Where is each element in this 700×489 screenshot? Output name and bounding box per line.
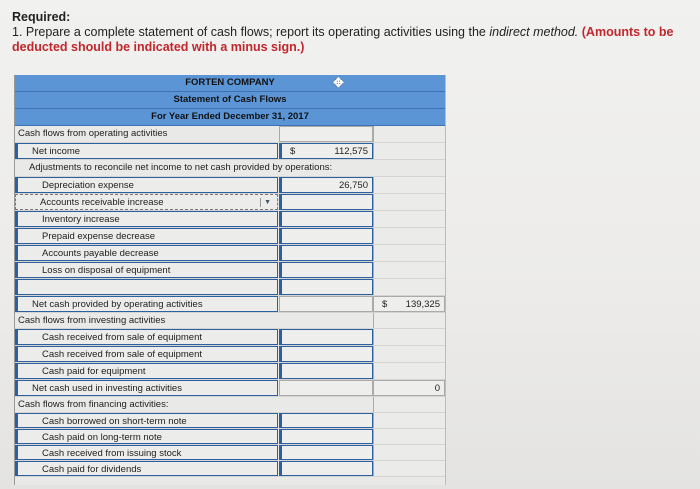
net-operating-label[interactable]: Net cash provided by operating activities <box>15 296 278 312</box>
net-income-value: 112,575 <box>334 146 368 157</box>
cash-flow-statement-table <box>14 75 446 485</box>
empty-cell <box>279 126 373 142</box>
adjustment-input[interactable] <box>279 211 373 227</box>
empty-cell <box>373 363 445 379</box>
empty-cell <box>373 177 445 193</box>
net-income-input[interactable] <box>279 143 373 159</box>
empty-cell <box>373 445 445 460</box>
empty-cell <box>373 245 445 261</box>
method-text: indirect method. <box>489 25 579 39</box>
empty-cell <box>373 461 445 476</box>
statement-title: Statement of Cash Flows <box>15 92 445 109</box>
empty-cell <box>373 228 445 244</box>
financing-label[interactable]: Cash paid for dividends <box>15 461 278 476</box>
financing-input[interactable] <box>279 445 373 460</box>
statement-period: For Year Ended December 31, 2017 <box>15 109 445 126</box>
investing-input[interactable] <box>279 329 373 345</box>
investing-label[interactable]: Cash paid for equipment <box>15 363 278 379</box>
company-name <box>15 75 445 92</box>
empty-cell <box>279 296 373 312</box>
move-plus-icon[interactable]: ✥ <box>333 75 344 90</box>
blank-adjustment-label[interactable] <box>15 279 278 295</box>
financing-label[interactable]: Cash borrowed on short-term note <box>15 413 278 428</box>
adjustment-label[interactable]: Prepaid expense decrease <box>15 228 278 244</box>
adjustments-label: Adjustments to reconcile net income to net cash provided by operations: <box>29 162 333 173</box>
investing-label[interactable]: Cash received from sale of equipment <box>15 329 278 345</box>
empty-cell <box>279 380 373 396</box>
instruction-text: 1. Prepare a complete statement of cash flows; report its operating activities using the <box>12 25 486 39</box>
adjustment-input[interactable] <box>279 262 373 278</box>
adjustment-label[interactable]: Depreciation expense <box>15 177 278 193</box>
dropdown-arrow-icon[interactable]: ▼ <box>260 198 271 207</box>
financing-label[interactable]: Cash paid on long-term note <box>15 429 278 444</box>
empty-cell <box>373 262 445 278</box>
adjustment-input[interactable] <box>279 177 373 193</box>
dollar-sign: $ <box>382 299 388 310</box>
net-operating-total[interactable] <box>373 296 445 312</box>
instruction-note: (Amounts to be deducted should be indicated with a minus sign.) <box>12 25 674 54</box>
company-name-text: FORTEN COMPANY <box>185 77 275 88</box>
investing-input[interactable] <box>279 363 373 379</box>
net-operating-value: 139,325 <box>405 299 440 310</box>
adjustment-input[interactable] <box>279 228 373 244</box>
required-heading: Required: <box>12 10 71 24</box>
adjustment-label[interactable]: Loss on disposal of equipment <box>15 262 278 278</box>
operating-header: Cash flows from operating activities <box>18 128 168 139</box>
empty-cell <box>373 313 445 328</box>
empty-cell <box>373 397 445 412</box>
adjustment-label[interactable]: Inventory increase <box>15 211 278 227</box>
financing-label[interactable]: Cash received from issuing stock <box>15 445 278 460</box>
adjustment-input[interactable] <box>279 245 373 261</box>
financing-input[interactable] <box>279 413 373 428</box>
instructions <box>12 10 700 55</box>
empty-cell <box>373 143 445 159</box>
empty-cell <box>373 211 445 227</box>
empty-cell <box>373 126 445 142</box>
adjustment-select[interactable] <box>15 194 278 210</box>
net-investing-value: 0 <box>434 383 440 394</box>
investing-label[interactable]: Cash received from sale of equipment <box>15 346 278 362</box>
investing-header: Cash flows from investing activities <box>18 315 166 326</box>
investing-input[interactable] <box>279 346 373 362</box>
adjustment-input[interactable] <box>279 279 373 295</box>
financing-input[interactable] <box>279 429 373 444</box>
financing-header: Cash flows from financing activities: <box>18 399 169 410</box>
adjustment-label[interactable]: Accounts payable decrease <box>15 245 278 261</box>
dollar-sign: $ <box>290 146 296 157</box>
net-income-label[interactable]: Net income <box>15 143 278 159</box>
net-investing-total[interactable] <box>373 380 445 396</box>
empty-cell <box>373 429 445 444</box>
empty-cell <box>373 346 445 362</box>
empty-cell <box>373 194 445 210</box>
adjustment-label: Accounts receivable increase <box>40 197 164 208</box>
adjustment-value: 26,750 <box>338 180 368 191</box>
empty-cell <box>373 329 445 345</box>
adjustment-input[interactable] <box>279 194 373 210</box>
empty-cell <box>373 413 445 428</box>
empty-cell <box>373 279 445 295</box>
financing-input[interactable] <box>279 461 373 476</box>
net-investing-label[interactable]: Net cash used in investing activities <box>15 380 278 396</box>
